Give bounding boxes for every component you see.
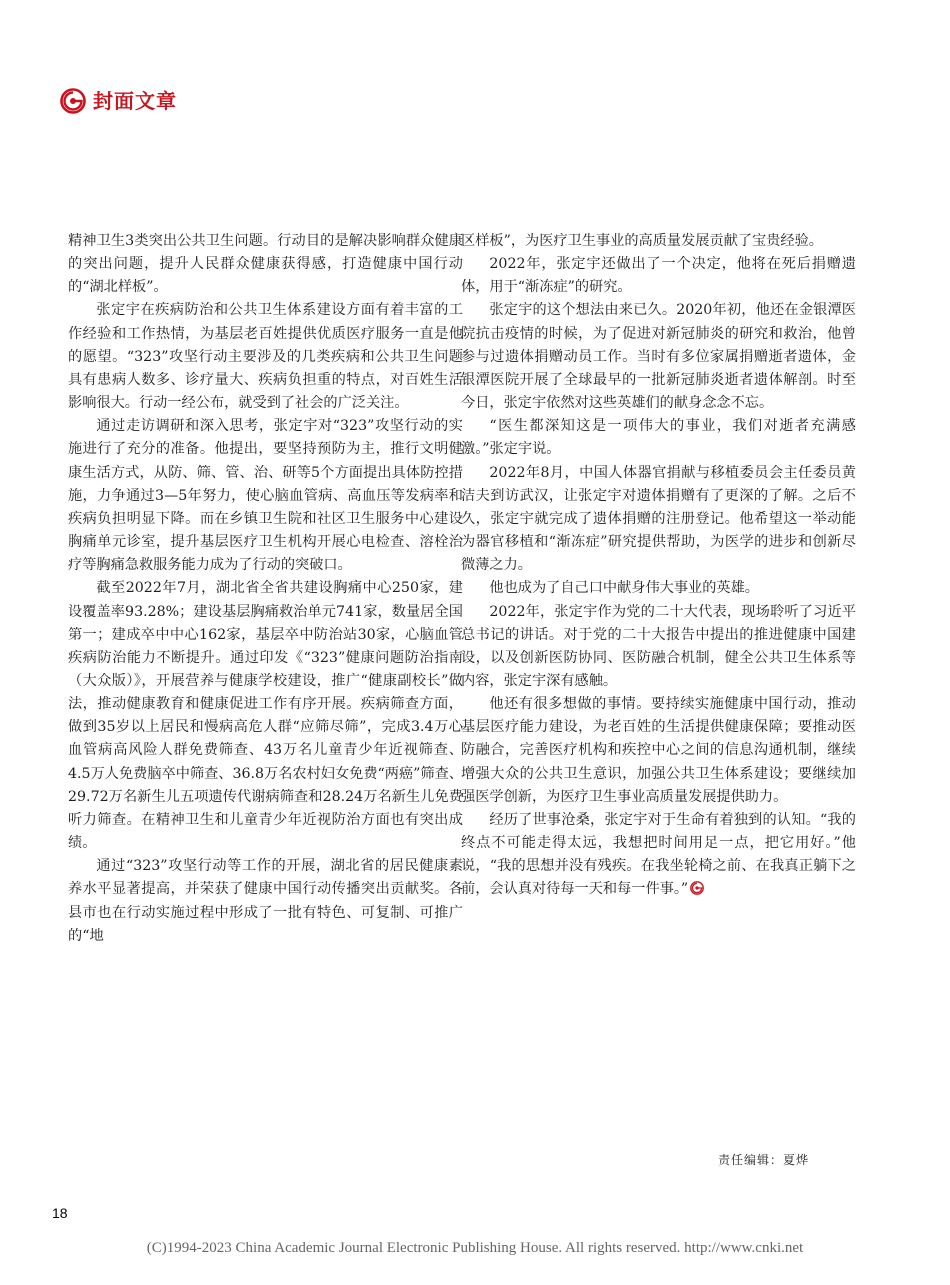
copyright-footer: (C)1994-2023 China Academic Journal Electronic Publishing House. All rights reserved. http://www.cnki.net xyxy=(146,1240,804,1256)
paragraph: 他也成为了自己口中献身伟大事业的英雄。 xyxy=(489,580,759,597)
paragraph: 截至2022年7月，湖北省全省共建设胸痛中心250家，建设覆盖率93.28%；建设基层胸痛救治单元741家，数量居全国第一；建成卒中中心162家，基层卒中防治站30家，心脑血管疾病防治能力不断提升。通过印发《“323”健康问题防治指南（大众版）》，开展营养与健康学校建设，推广“健康副校长”做法，推动健康教育和健康促进工作有序开展。疾病筛查方面，做到35岁以上居民和慢病高危人群“应筛尽筛”，完成3.4万心血管病高风险人群免费筛查、43万名儿童青少年近视筛查、4.5万人免费脑卒中筛查、36.8万名农村妇女免费“两癌”筛查、29.72万名新生儿五项遗传代谢病筛查和28.24万名新生儿免费听力筛查。在精神卫生和儿童青少年近视防治方面也有突出成绩。 xyxy=(68,580,463,852)
paragraph: 张定宇在疾病防治和公共卫生体系建设方面有着丰富的工作经验和工作热情，为基层老百姓提供优质医疗服务一直是他的愿望。“323”攻坚行动主要涉及的几类疾病和公共卫生问题具有患病人数多、诊疗量大、疾病负担重的特点，对百姓生活影响很大。行动一经公布，就受到了社会的广泛关注。 xyxy=(68,302,463,412)
right-column xyxy=(461,230,856,902)
spiral-logo-icon xyxy=(60,88,86,114)
page-number: 18 xyxy=(52,1205,68,1221)
final-paragraph xyxy=(461,809,856,902)
paragraph: 通过“323”攻坚行动等工作的开展，湖北省的居民健康素养水平显著提高，并荣获了健康中国行动传播突出贡献奖。各县市也在行动实施过程中形成了一批有特色、可复制、可推广的“地 xyxy=(68,858,463,944)
paragraph: 2022年，张定宇还做出了一个决定，他将在死后捐赠遗体，用于“渐冻症”的研究。 xyxy=(461,256,856,296)
paragraph: 区样板”，为医疗卫生事业的高质量发展贡献了宝贵经验。 xyxy=(461,233,823,249)
paragraph: “医生都深知这是一项伟大的事业，我们对逝者充满感激。”张定宇说。 xyxy=(461,418,856,458)
left-column xyxy=(68,230,463,948)
paragraph: 通过走访调研和深入思考，张定宇对“323”攻坚行动的实施进行了充分的准备。他提出，要坚持预防为主，推行文明健康生活方式，从防、筛、管、治、研等5个方面提出具体防控措施，力争通过3—5年努力，使心脑血管病、高血压等发病率和疾病负担明显下降。而在乡镇卫生院和社区卫生服务中心建设胸痛单元诊室，提升基层医疗卫生机构开展心电检查、溶栓治疗等胸痛急救服务能力成为了行动的突破口。 xyxy=(68,418,463,574)
editor-credit: 责任编辑：夏烨 xyxy=(717,1153,809,1167)
paragraph: 精神卫生3类突出公共卫生问题。行动目的是解决影响群众健康的突出问题，提升人民群众健康获得感，打造健康中国行动的“湖北样板”。 xyxy=(68,233,463,296)
paragraph: 2022年8月，中国人体器官捐献与移植委员会主任委员黄洁夫到访武汉，让张定宇对遗体捐赠有了更深的了解。之后不久，张定宇就完成了遗体捐赠的注册登记。他希望这一举动能为器官移植和“渐冻症”研究提供帮助，为医学的进步和创新尽微薄之力。 xyxy=(461,464,856,574)
paragraph-text: 经历了世事沧桑，张定宇对于生命有着独到的认知。“我的终点不可能走得太远，我想把时间用足一点，把它用好。”他说，“我的思想并没有残疾。在我坐轮椅之前、在我真正躺下之前，会认真对待每一天和每一件事。” xyxy=(461,811,856,898)
paragraph: 他还有很多想做的事情。要持续实施健康中国行动，推动基层医疗能力建设，为老百姓的生活提供健康保障；要推动医防融合，完善医疗机构和疾控中心之间的信息沟通机制，继续增强大众的公共卫生意识，加强公共卫生体系建设；要继续加强医学创新，为医疗卫生事业高质量发展提供助力。 xyxy=(461,696,856,805)
section-title: 封面文章 xyxy=(93,89,177,113)
paragraph: 张定宇的这个想法由来已久。2020年初，他还在金银潭医院抗击疫情的时候，为了促进对新冠肺炎的研究和救治，他曾参与过遗体捐赠动员工作。当时有多位家属捐赠逝者遗体，金银潭医院开展了全球最早的一批新冠肺炎逝者遗体解剖。时至今日，张定宇依然对这些英雄们的献身念念不忘。 xyxy=(461,302,856,412)
end-mark-icon xyxy=(690,881,704,895)
paragraph: 2022年，张定宇作为党的二十大代表，现场聆听了习近平总书记的讲话。对于党的二十大报告中提出的推进健康中国建设，以及创新医防协同、医防融合机制，健全公共卫生体系等内容，张定宇深有感触。 xyxy=(461,603,856,689)
